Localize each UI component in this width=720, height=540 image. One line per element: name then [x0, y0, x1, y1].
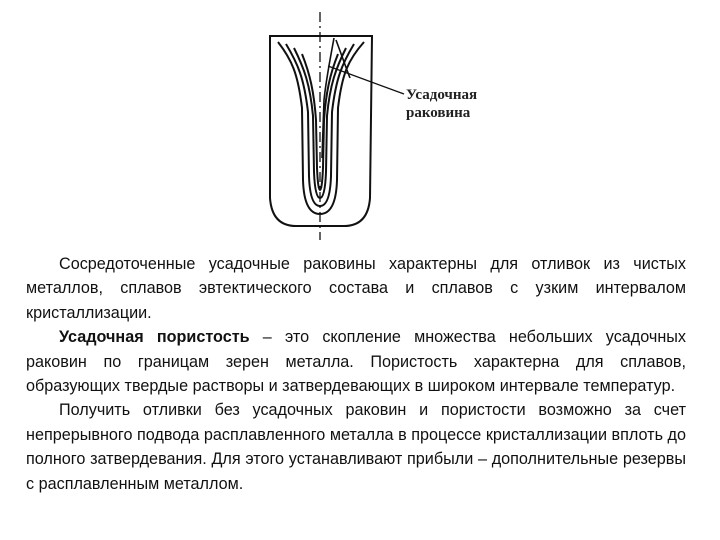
paragraph-3: Получить отливки без усадочных раковин и пористости возможно за счет непрерывного подвода расплавленного металла в процессе кристаллизации вплоть до полного затвердевания. Для этого устанавливают прибыли – дополнительные резервы с расплавленным металлом.	[26, 401, 686, 493]
shrinkage-cavity-diagram	[250, 8, 510, 244]
body-text	[26, 252, 686, 496]
paragraph-2-text: – это скопление множества небольших усадочных раковин по границам зерен металла. Пористость характерна для сплавов, образующих твердые растворы и затвердевающих в широком интервале температур.	[26, 328, 686, 396]
callout-line-2: раковина	[406, 105, 471, 121]
callout-leader	[328, 66, 404, 94]
ingot-cross-section	[250, 8, 510, 244]
callout-label	[406, 86, 477, 122]
paragraph-2	[26, 325, 686, 398]
term-porosity: Усадочная пористость	[59, 328, 250, 347]
paragraph-1: Сосредоточенные усадочные раковины характерны для отливок из чистых металлов, сплавов эвтектического состава и сплавов с узким интервалом кристаллизации.	[26, 255, 686, 322]
callout-line-1: Усадочная	[406, 87, 478, 103]
